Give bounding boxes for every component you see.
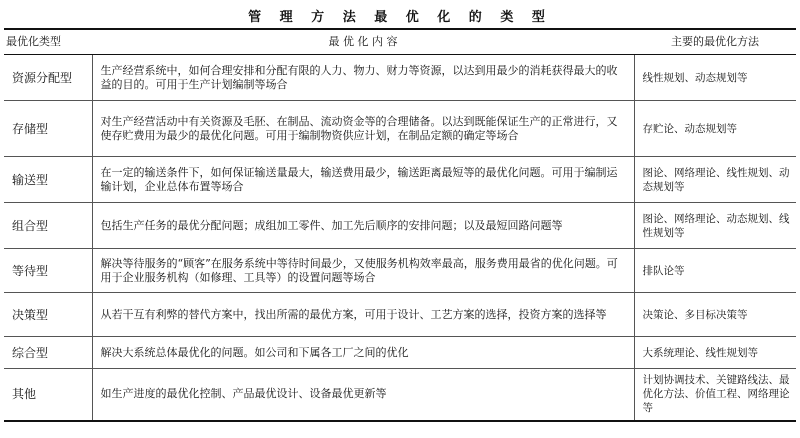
row-type: 决策型 <box>4 293 92 337</box>
row-method: 排队论等 <box>634 249 796 293</box>
row-type: 输送型 <box>4 157 92 203</box>
row-type: 其他 <box>4 369 92 421</box>
row-type: 等待型 <box>4 249 92 293</box>
row-method: 计划协调技术、关键路线法、最优化方法、价值工程、网络理论等 <box>642 374 790 415</box>
row-content: 解决等待服务的“顾客”在服务系统中等待时间最少，又使服务机构效率最高，服务费用最省的优化问题。可用于企业服务机构（如修理、工具等）的设置问题等场合 <box>92 249 634 293</box>
table-header-row <box>4 29 796 55</box>
row-content: 在一定的输送条件下，如何保证输送量最大，输送费用最少，输送距离最短等的最优化问题。可用于编制运输计划，企业总体布置等场合 <box>92 157 634 203</box>
header-content: 最 优 化 内 容 <box>92 29 634 55</box>
table-row <box>4 203 796 249</box>
row-method: 图论、网络理论、动态规划、线性规划等 <box>634 203 796 249</box>
row-type: 组合型 <box>4 203 92 249</box>
table-row <box>4 369 796 421</box>
table-row <box>4 55 796 101</box>
row-method: 存贮论、动态规划等 <box>634 101 796 157</box>
row-content: 对生产经营活动中有关资源及毛胚、在制品、流动资金等的合理储备。以达到既能保证生产的正常进行，又使存贮费用为最少的最优化问题。可用于编制物资供应计划，在制品定额的确定等场合 <box>92 101 634 157</box>
optimization-types-table <box>4 28 796 422</box>
row-content: 生产经营系统中，如何合理安排和分配有限的人力、物力、财力等资源，以达到用最少的消耗获得最大的收益的目的。可用于生产计划编制等场合 <box>92 55 634 101</box>
row-method: 决策论、多目标决策等 <box>634 293 796 337</box>
row-method: 线性规划、动态规划等 <box>634 55 796 101</box>
table-row <box>4 249 796 293</box>
row-type: 综合型 <box>4 337 92 369</box>
header-method: 主要的最优化方法 <box>634 29 796 55</box>
table-row <box>4 337 796 369</box>
row-method: 图论、网络理论、线性规划、动态规划等 <box>634 157 796 203</box>
table-row <box>4 101 796 157</box>
table-row <box>4 293 796 337</box>
page-title: 管 理 方 法 最 优 化 的 类 型 <box>248 10 552 25</box>
table-row <box>4 157 796 203</box>
header-type: 最优化类型 <box>4 29 92 55</box>
row-content: 解决大系统总体最优化的问题。如公司和下属各工厂之间的优化 <box>92 337 634 369</box>
row-method: 大系统理论、线性规划等 <box>634 337 796 369</box>
row-type: 存储型 <box>4 101 92 157</box>
row-content: 从若干互有利弊的替代方案中，找出所需的最优方案，可用于设计、工艺方案的选择，投资方案的选择等 <box>92 293 634 337</box>
row-content: 如生产进度的最优化控制、产品最优设计、设备最优更新等 <box>92 369 634 421</box>
row-type: 资源分配型 <box>4 55 92 101</box>
row-content: 包括生产任务的最优分配问题；成组加工零件、加工先后顺序的安排问题；以及最短回路问题等 <box>92 203 634 249</box>
